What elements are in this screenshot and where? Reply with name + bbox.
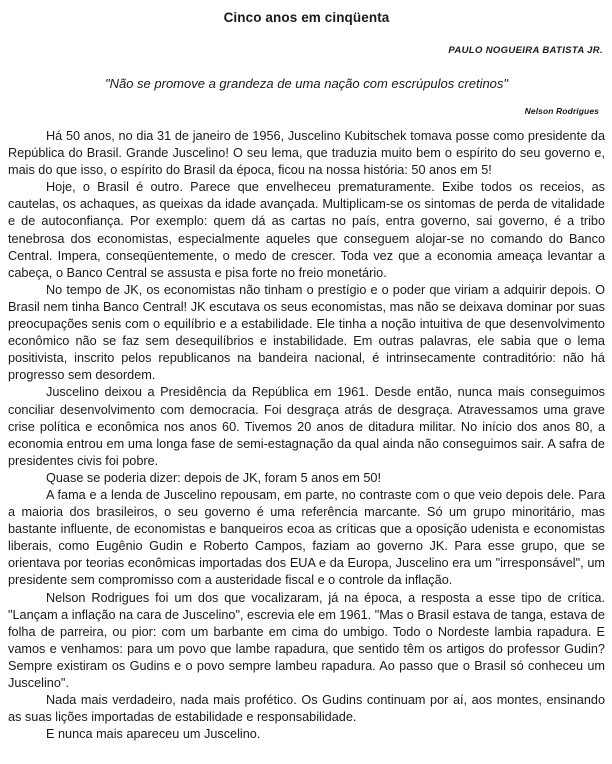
paragraph: Nada mais verdadeiro, nada mais profético. Os Gudins continuam por aí, aos montes, ensinando as suas lições importadas de estabilidade e responsabilidade. [8, 693, 605, 725]
paragraph: Nelson Rodrigues foi um dos que vocalizaram, já na época, a resposta a esse tipo de crítica. "Lançam a inflação na cara de Juscelino", escrevia ele em 1961. "Mas o Brasil estava de tanga, estava de folha de parreira, ou pior: com um barbante em cima do umbigo. Todo o Nordeste lambia rapadura. E vamos e venhamos: para um povo que lambe rapadura, que sentido têm os artigos do professor Gudin? Sempre existiram os Gudins e o povo sempre lambeu rapadura. Ao passo que o Brasil só conheceu um Juscelino". [8, 590, 605, 690]
page-title: Cinco anos em cinqüenta [223, 10, 390, 25]
article-body [8, 128, 605, 743]
paragraph: Quase se poderia dizer: depois de JK, foram 5 anos em 50! [46, 470, 381, 485]
paragraph: No tempo de JK, os economistas não tinham o prestígio e o poder que viriam a adquirir depois. O Brasil nem tinha Banco Central! JK escutava os seus economistas, mas não se deixava dominar por suas preocupações senis com o equilíbrio e a estabilidade. Ele tinha a noção intuitiva de que desenvolvimento econômico não se faz sem desequilíbrios e instabilidade. Em outras palavras, ele sabia que o lema positivista, inscrito pelos republicanos na bandeira nacional, é intrinsecamente contraditório: não há progresso sem desordem. [8, 282, 605, 383]
author-byline: PAULO NOGUEIRA BATISTA JR. [448, 45, 603, 56]
epigraph-quote: "Não se promove a grandeza de uma nação com escrúpulos cretinos" [104, 76, 509, 91]
paragraph: A fama e a lenda de Juscelino repousam, em parte, no contraste com o que veio depois dele. Para a maioria dos brasileiros, o seu governo é uma referência marcante. Só um grupo minoritário, mas bastante influente, de economistas e banqueiros ecoa as críticas que a oposição udenista e economistas liberais, como Eugênio Gudin e Roberto Campos, faziam ao governo JK. Para esse grupo, que se orientava por teorias econômicas importadas dos EUA e da Europa, Juscelino era um "irresponsável", um presidente sem compromisso com a austeridade fiscal e o controle da inflação. [8, 487, 605, 588]
paragraph: Há 50 anos, no dia 31 de janeiro de 1956, Juscelino Kubitschek tomava posse como presidente da República do Brasil. Grande Juscelino! O seu lema, que traduzia muito bem o espírito do seu governo e, mais do que isso, o espírito do Brasil da época, ficou na nossa história: 50 anos em 5! [8, 129, 605, 178]
epigraph-attribution: Nelson Rodrigues [524, 106, 599, 116]
paragraph: Hoje, o Brasil é outro. Parece que envelheceu prematuramente. Exibe todos os receios, as cautelas, os achaques, as queixas da idade avançada. Multiplicam-se os sintomas de perda de vitalidade e de autoconfiança. Por exemplo: quem dá as cartas no país, entra governo, sai governo, é a tribo tenebrosa dos economistas, especialmente aqueles que conseguem alojar-se no comando do Banco Central. Impera, conseqüentemente, o medo de crescer. Toda vez que a economia ameaça levantar a cabeça, o Banco Central se assusta e pisa forte no freio monetário. [8, 180, 605, 280]
paragraph: E nunca mais apareceu um Juscelino. [46, 727, 261, 742]
paragraph: Juscelino deixou a Presidência da República em 1961. Desde então, nunca mais conseguimos conciliar desenvolvimento com democracia. Foi desgraça atrás de desgraça. Atravessamos uma grave crise política e econômica nos anos 60. Tivemos 20 anos de ditadura militar. No início dos anos 80, a economia entrou em uma longa fase de semi-estagnação da qual ainda não conseguimos sair. A safra de presidentes civis foi pobre. [8, 385, 605, 468]
